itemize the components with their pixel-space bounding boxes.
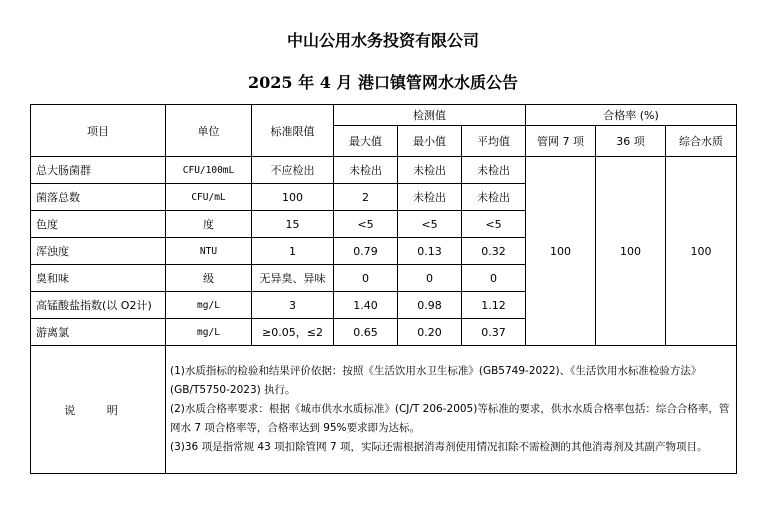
- row-max: 1.40: [334, 292, 398, 319]
- row-item: 游离氯: [31, 319, 166, 346]
- header-standard: 标准限值: [252, 105, 334, 157]
- row-avg: 未检出: [462, 184, 526, 211]
- header-item36: 36 项: [596, 126, 666, 157]
- row-unit: mg/L: [166, 292, 252, 319]
- row-min: <5: [398, 211, 462, 238]
- header-min: 最小值: [398, 126, 462, 157]
- row-min: 未检出: [398, 157, 462, 184]
- row-unit: 度: [166, 211, 252, 238]
- notes-label-text: 说 明: [64, 403, 132, 417]
- row-min: 未检出: [398, 184, 462, 211]
- row-min: 0.20: [398, 319, 462, 346]
- row-avg: 0: [462, 265, 526, 292]
- row-standard: 15: [252, 211, 334, 238]
- header-overall: 综合水质: [666, 126, 737, 157]
- row-standard: 1: [252, 238, 334, 265]
- row-min: 0: [398, 265, 462, 292]
- water-quality-table: [30, 104, 737, 474]
- row-unit: 级: [166, 265, 252, 292]
- row-avg: 0.37: [462, 319, 526, 346]
- row-item: 高锰酸盐指数(以 O2计): [31, 292, 166, 319]
- row-standard: 无异臭、异味: [252, 265, 334, 292]
- header-max: 最大值: [334, 126, 398, 157]
- row-unit: CFU/mL: [166, 184, 252, 211]
- company-title: 中山公用水务投资有限公司: [286, 31, 479, 50]
- table-row: [31, 157, 737, 184]
- header-detection: 检测值: [334, 105, 526, 126]
- row-item: 总大肠菌群: [31, 157, 166, 184]
- header-pipe7: 管网 7 项: [526, 126, 596, 157]
- header-avg: 平均值: [462, 126, 526, 157]
- row-unit: NTU: [166, 238, 252, 265]
- row-min: 0.13: [398, 238, 462, 265]
- report-title: 2025 年 4 月 港口镇管网水水质公告: [248, 73, 518, 92]
- row-item: 菌落总数: [31, 184, 166, 211]
- row-standard: 不应检出: [252, 157, 334, 184]
- row-item: 臭和味: [31, 265, 166, 292]
- row-max: 0: [334, 265, 398, 292]
- row-max: 0.79: [334, 238, 398, 265]
- pass-rate-overall: 100: [666, 157, 737, 346]
- row-avg: 未检出: [462, 157, 526, 184]
- row-max: 2: [334, 184, 398, 211]
- header-item: 项目: [31, 105, 166, 157]
- row-max: <5: [334, 211, 398, 238]
- row-unit: CFU/100mL: [166, 157, 252, 184]
- row-item: 浑浊度: [31, 238, 166, 265]
- pass-rate-item36: 100: [596, 157, 666, 346]
- row-unit: mg/L: [166, 319, 252, 346]
- pass-rate-pipe7: 100: [526, 157, 596, 346]
- notes-content: [166, 346, 737, 474]
- row-max: 未检出: [334, 157, 398, 184]
- row-avg: <5: [462, 211, 526, 238]
- row-standard: 100: [252, 184, 334, 211]
- row-max: 0.65: [334, 319, 398, 346]
- notes-label: [31, 346, 166, 474]
- note-item: (1)水质指标的检验和结果评价依据：按照《生活饮用水卫生标准》(GB5749-2022)、《生活饮用水标准检验方法》 (GB/T5750-2023) 执行。: [170, 365, 702, 396]
- notes-row: [31, 346, 737, 474]
- row-standard: 3: [252, 292, 334, 319]
- note-item: (2)水质合格率要求：根据《城市供水水质标准》(CJ/T 206-2005)等标准的要求，供水水质合格率包括：综合合格率，管网水 7 项合格率等，合格率达到 95%要求即为达标。: [170, 403, 730, 434]
- row-item: 色度: [31, 211, 166, 238]
- header-pass-rate: 合格率 (%): [526, 105, 737, 126]
- row-avg: 0.32: [462, 238, 526, 265]
- row-standard: ≥0.05，≤2: [252, 319, 334, 346]
- row-min: 0.98: [398, 292, 462, 319]
- header-unit: 单位: [166, 105, 252, 157]
- note-item: (3)36 项是指常规 43 项扣除管网 7 项，实际还需根据消毒剂使用情况扣除不需检测的其他消毒剂及其副产物项目。: [170, 441, 708, 453]
- row-avg: 1.12: [462, 292, 526, 319]
